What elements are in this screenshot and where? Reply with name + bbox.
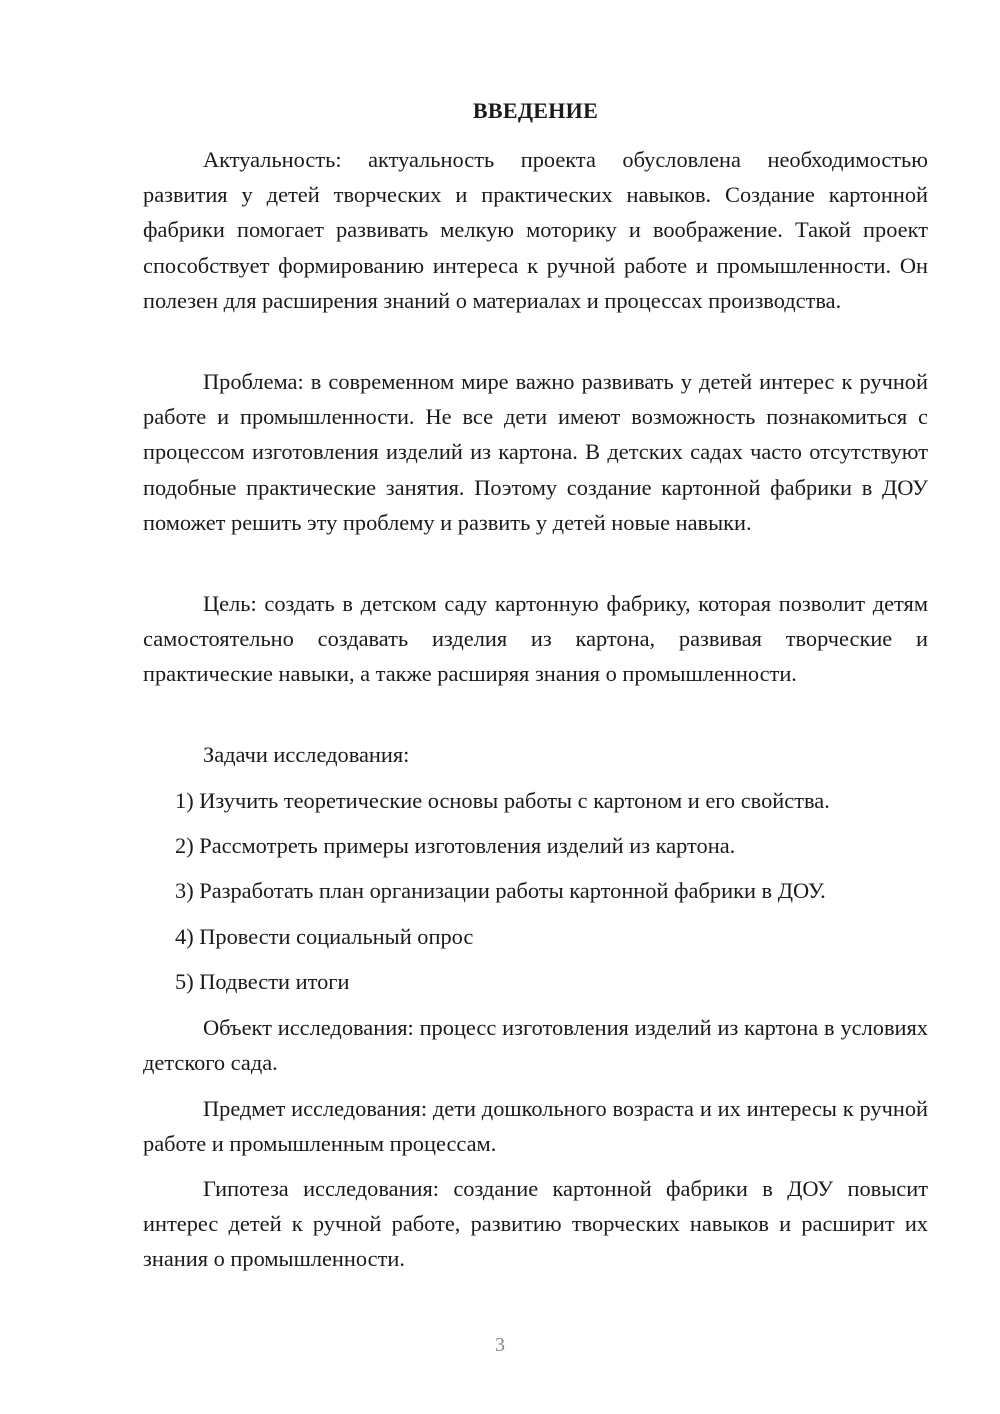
paragraph-hypothesis: Гипотеза исследования: создание картонной фабрики в ДОУ повысит интерес детей к ручной работе, развитию творческих навыков и расширит их знания о промышленности. [143,1176,928,1272]
paragraph-object: Объект исследования: процесс изготовления изделий из картона в условиях детского сада. [143,1015,928,1076]
task-item: 5) Подвести итоги [175,969,350,994]
task-item: 2) Рассмотреть примеры изготовления изделий из картона. [175,833,736,858]
paragraph-subject: Предмет исследования: дети дошкольного возраста и их интересы к ручной работе и промышленным процессам. [143,1096,928,1157]
task-item: 1) Изучить теоретические основы работы с картоном и его свойства. [175,788,830,813]
page-number: 3 [495,1334,505,1356]
paragraph-relevance: Актуальность: актуальность проекта обусловлена необходимостью развития у детей творческих и практических навыков. Создание картонной фабрики помогает развивать мелкую моторику и воображение. Такой проект способствует формированию интереса к ручной работе и промышленности. Он полезен для расширения знаний о материалах и процессах производства. [143,147,928,313]
task-item: 4) Провести социальный опрос [175,924,474,949]
paragraph-goal: Цель: создать в детском саду картонную фабрику, которая позволит детям самостоятельно создавать изделия из картона, развивая творческие и практические навыки, а также расширяя знания о промышленности. [143,591,928,687]
task-item: 3) Разработать план организации работы картонной фабрики в ДОУ. [175,878,826,903]
tasks-heading: Задачи исследования: [203,742,410,767]
paragraph-problem: Проблема: в современном мире важно развивать у детей интерес к ручной работе и промышленности. Не все дети имеют возможность познакомиться с процессом изготовления изделий из картона. В детских садах часто отсутствуют подобные практические занятия. Поэтому создание картонной фабрики в ДОУ поможет решить эту проблему и развить у детей новые навыки. [143,369,928,535]
section-title: ВВЕДЕНИЕ [472,98,599,123]
